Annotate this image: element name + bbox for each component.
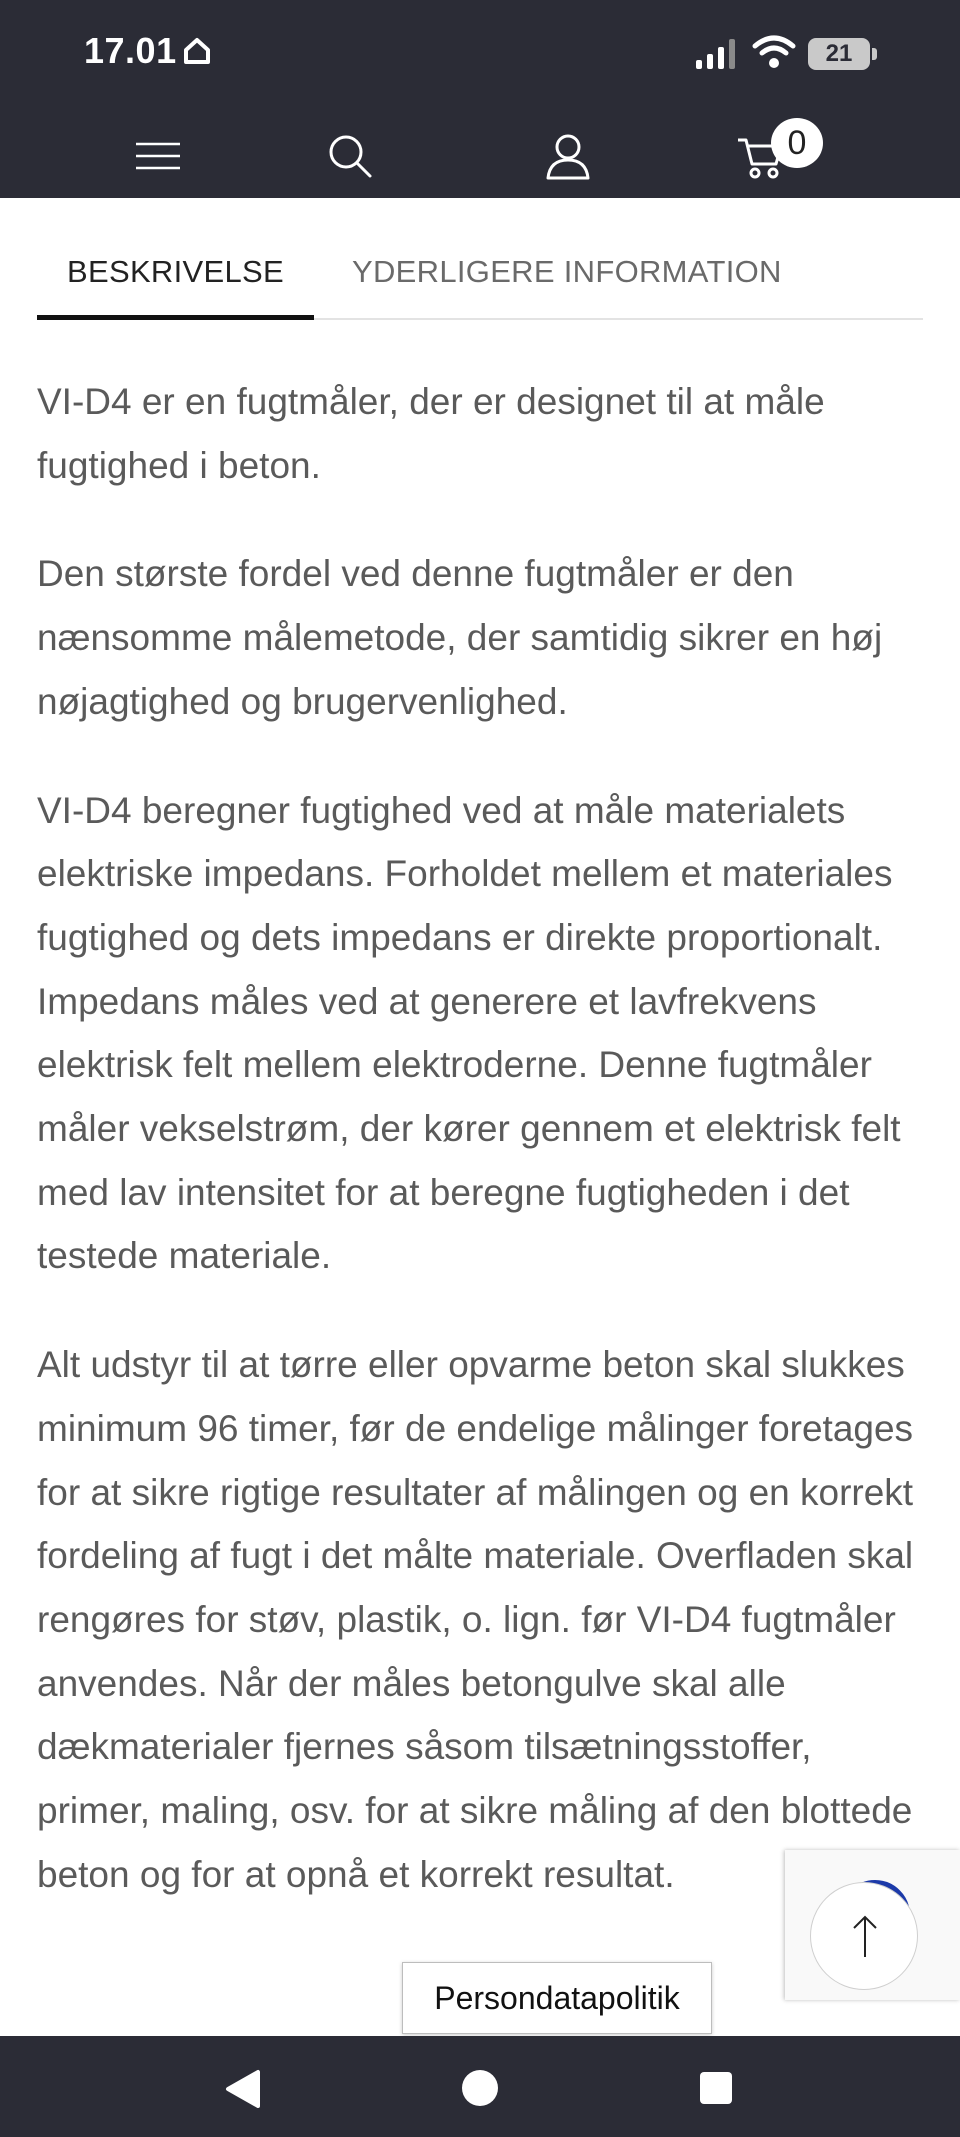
menu-icon[interactable] bbox=[134, 132, 182, 180]
home-circle-icon[interactable] bbox=[462, 2070, 498, 2106]
privacy-policy-button[interactable]: Persondatapolitik bbox=[402, 1962, 712, 2034]
back-to-top-button[interactable] bbox=[810, 1882, 918, 1990]
description-paragraph: VI-D4 beregner fugtighed ved at måle materialets elektriske impedans. Forholdet mellem et materiales fugtighed og dets impedans er direkte proportionalt. Impedans måles ved at generere et lavfrekvens elektrisk felt mellem elektroderne. Denne fugtmåler måler vekselstrøm, der kører gennem et elektrisk felt med lav intensitet for at beregne fugtigheden i det testede materiale. bbox=[37, 789, 901, 1277]
home-icon bbox=[182, 36, 212, 66]
cart-count-badge: 0 bbox=[771, 118, 823, 168]
signal-icon bbox=[694, 36, 740, 70]
status-time: 17.01 bbox=[84, 30, 177, 71]
user-icon[interactable] bbox=[544, 132, 592, 180]
description-paragraph: VI-D4 er en fugtmåler, der er designet til at måle fugtighed i beton. bbox=[37, 381, 825, 486]
description-paragraph: Den største fordel ved denne fugtmåler er den nænsomme målemetode, der samtidig sikrer en høj nøjagtighed og brugervenlighed. bbox=[37, 553, 883, 722]
status-bar bbox=[0, 0, 960, 108]
description-content bbox=[37, 370, 927, 1951]
back-icon[interactable] bbox=[224, 2069, 260, 2109]
tab-additional-information[interactable]: YDERLIGERE INFORMATION bbox=[352, 254, 782, 289]
arrow-up-icon bbox=[845, 1913, 885, 1959]
description-paragraph: Alt udstyr til at tørre eller opvarme beton skal slukkes minimum 96 timer, før de endelige målinger foretages for at sikre rigtige resultater af målingen og en korrekt fordeling af fugt i det målte materiale. Overfladen skal rengøres for støv, plastik, o. lign. før VI-D4 fugtmåler anvendes. Når der måles betongulve skal alle dækmaterialer fjernes såsom tilsætningsstoffer, primer, maling, osv. for at sikre måling af den blottede beton og for at opnå et korrekt resultat. bbox=[37, 1344, 914, 1895]
battery-indicator: 21 bbox=[808, 38, 870, 70]
search-icon[interactable] bbox=[326, 132, 374, 180]
android-nav-bar bbox=[0, 2036, 960, 2137]
product-tabs bbox=[37, 240, 923, 320]
tab-description[interactable]: BESKRIVELSE bbox=[37, 240, 314, 320]
recents-icon[interactable] bbox=[700, 2072, 732, 2104]
wifi-icon bbox=[752, 34, 796, 70]
